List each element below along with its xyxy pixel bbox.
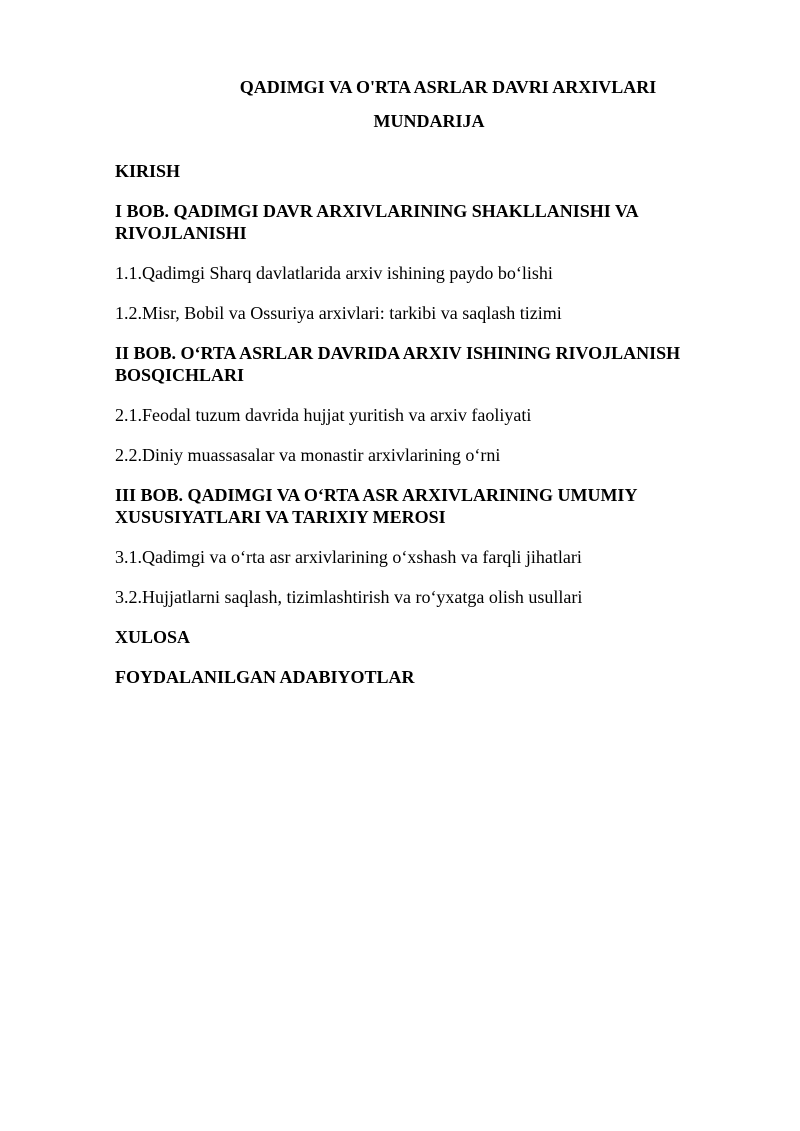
toc-entry-chapter-1: I BOB. QADIMGI DAVR ARXIVLARINING SHAKLLANISHI VA RIVOJLANISHI (115, 201, 638, 243)
toc-entry-section-2-1: 2.1.Feodal tuzum davrida hujjat yuritish va arxiv faoliyati (115, 405, 532, 425)
toc-entry-section-1-1: 1.1.Qadimgi Sharq davlatlarida arxiv ishining paydo boʻlishi (115, 263, 553, 283)
toc-entry-references: FOYDALANILGAN ADABIYOTLAR (115, 667, 415, 687)
toc-entry-section-3-2: 3.2.Hujjatlarni saqlash, tizimlashtirish va roʻyxatga olish usullari (115, 587, 583, 607)
toc-entry-chapter-2: II BOB. OʻRTA ASRLAR DAVRIDA ARXIV ISHINING RIVOJLANISH BOSQICHLARI (115, 343, 681, 385)
toc-entry-section-3-1: 3.1.Qadimgi va oʻrta asr arxivlarining oʻxshash va farqli jihatlari (115, 547, 582, 567)
document-title: QADIMGI VA O'RTA ASRLAR DAVRI ARXIVLARI (239, 77, 657, 97)
toc-entry-section-2-2: 2.2.Diniy muassasalar va monastir arxivlarining oʻrni (115, 445, 501, 465)
toc-entry-kirish: KIRISH (115, 161, 181, 181)
toc-heading: MUNDARIJA (373, 111, 485, 131)
toc-entry-chapter-3: III BOB. QADIMGI VA OʻRTA ASR ARXIVLARINING UMUMIY XUSUSIYATLARI VA TARIXIY MEROSI (115, 485, 637, 527)
toc-entry-xulosa: XULOSA (115, 627, 191, 647)
table-of-contents (115, 160, 725, 706)
toc-entry-section-1-2: 1.2.Misr, Bobil va Ossuriya arxivlari: tarkibi va saqlash tizimi (115, 303, 562, 323)
